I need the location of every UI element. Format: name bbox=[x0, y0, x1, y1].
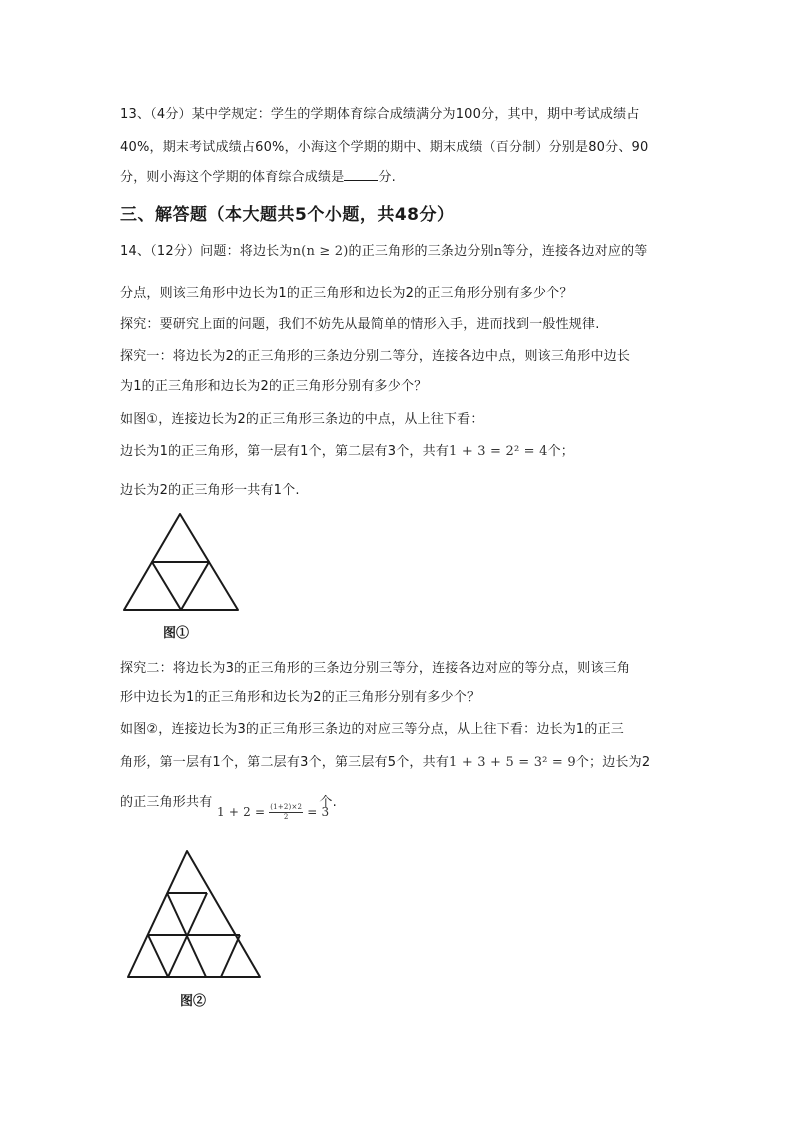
section-heading: 三、解答题（本大题共5个小题，共48分） bbox=[120, 205, 455, 225]
q14-line-1 bbox=[120, 240, 648, 259]
q14-line-12-a: 角形，第一层有1个，第二层有3个，第三层有5个，共有 bbox=[120, 755, 450, 770]
q14-line-13-b: 个. bbox=[319, 795, 337, 810]
q13-line-2: 40%，期末考试成绩占60%，小海这个学期的期中、期末成绩（百分制）分别是80分、90 bbox=[120, 140, 649, 155]
q14-line-1-b: 的正三角形的三条边分别 bbox=[348, 244, 494, 259]
q14-math-n: n bbox=[493, 244, 503, 259]
q14-line-4: 探究一：将边长为2的正三角形的三条边分别二等分，连接各边中点，则该三角形中边长 bbox=[120, 349, 631, 364]
q13-line-3 bbox=[120, 166, 396, 185]
formula-left: 1 + 2 = bbox=[217, 805, 266, 819]
q14-line-6: 如图①，连接边长为2的正三角形三条边的中点，从上往下看： bbox=[120, 412, 484, 427]
q14-formula bbox=[217, 803, 329, 822]
q13-line-3-end: 分. bbox=[378, 170, 396, 185]
q14-line-10: 形中边长为1的正三角形和边长为2的正三角形分别有多少个？ bbox=[120, 690, 481, 705]
q14-line-12 bbox=[120, 751, 650, 770]
answer-blank bbox=[344, 169, 378, 181]
q14-line-7 bbox=[120, 440, 574, 459]
q14-line-13-a: 的正三角形共有 bbox=[120, 795, 213, 810]
q13-line-1: 13、（4分）某中学规定：学生的学期体育综合成绩满分为100分，其中，期中考试成绩占 bbox=[120, 107, 640, 122]
q14-math-sum-1: 1 + 3 = 2² = 4 bbox=[449, 444, 548, 459]
q14-math-n-condition: n(n ≥ 2) bbox=[292, 244, 349, 259]
q14-line-12-b: 个；边长为2 bbox=[575, 755, 651, 770]
figure-2-triangle bbox=[118, 845, 268, 981]
q14-line-5: 为1的正三角形和边长为2的正三角形分别有多少个？ bbox=[120, 379, 428, 394]
q14-line-2: 分点，则该三角形中边长为1的正三角形和边长为2的正三角形分别有多少个？ bbox=[120, 286, 573, 301]
formula-denominator: 2 bbox=[283, 813, 289, 821]
formula-right: = 3 bbox=[307, 805, 330, 819]
q14-line-8: 边长为2的正三角形一共有1个. bbox=[120, 483, 300, 498]
q14-line-7-b: 个； bbox=[547, 444, 574, 459]
q14-math-sum-2: 1 + 3 + 5 = 3² = 9 bbox=[449, 755, 576, 770]
q14-line-11: 如图②，连接边长为3的正三角形三条边的对应三等分点，从上往下看：边长为1的正三 bbox=[120, 722, 624, 737]
fig2-diag-2 bbox=[148, 935, 168, 977]
figure-2-caption: 图② bbox=[180, 994, 207, 1009]
q14-line-1-c: 等分，连接各边对应的等 bbox=[502, 244, 648, 259]
q14-line-3: 探究：要研究上面的问题，我们不妨先从最简单的情形入手，进而找到一般性规律. bbox=[120, 317, 600, 332]
fig1-midpoint-triangle bbox=[152, 562, 209, 610]
figure-1-triangle bbox=[118, 508, 244, 614]
q13-line-3-text: 分，则小海这个学期的体育综合成绩是 bbox=[120, 170, 345, 185]
formula-fraction bbox=[269, 803, 303, 822]
q14-line-1-a: 14、（12分）问题：将边长为 bbox=[120, 244, 293, 259]
figure-1-caption: 图① bbox=[163, 626, 190, 641]
q14-line-9: 探究二：将边长为3的正三角形的三条边分别三等分，连接各边对应的等分点，则该三角 bbox=[120, 661, 631, 676]
fig2-diag-4 bbox=[221, 935, 240, 977]
formula-numerator: (1+2)×2 bbox=[270, 803, 303, 811]
q14-line-7-a: 边长为1的正三角形，第一层有1个，第二层有3个，共有 bbox=[120, 444, 450, 459]
fig2-outer-triangle bbox=[128, 851, 260, 977]
